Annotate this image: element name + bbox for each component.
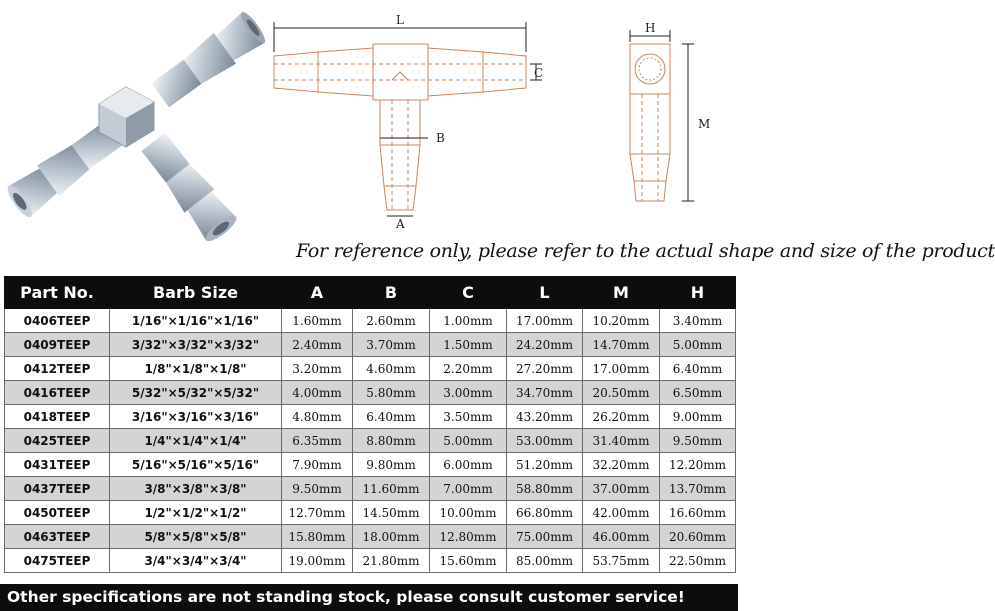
dimension-cell: 17.00mm bbox=[583, 357, 660, 381]
barb-size-cell: 3/4"×3/4"×3/4" bbox=[110, 549, 282, 573]
dimension-cell: 10.20mm bbox=[583, 309, 660, 333]
dimension-cell: 13.70mm bbox=[660, 477, 736, 501]
barb-size-cell: 5/32"×5/32"×5/32" bbox=[110, 381, 282, 405]
dimension-cell: 4.60mm bbox=[353, 357, 430, 381]
dim-label-h: H bbox=[645, 21, 656, 35]
dim-label-b: B bbox=[436, 131, 445, 145]
barb-size-cell: 3/16"×3/16"×3/16" bbox=[110, 405, 282, 429]
dimension-cell: 53.00mm bbox=[507, 429, 583, 453]
barb-size-cell: 1/8"×1/8"×1/8" bbox=[110, 357, 282, 381]
front-view-drawing bbox=[268, 8, 558, 233]
table-header-row bbox=[5, 277, 736, 309]
dimension-cell: 4.80mm bbox=[282, 405, 353, 429]
dimension-cell: 5.80mm bbox=[353, 381, 430, 405]
dimension-cell: 9.50mm bbox=[660, 429, 736, 453]
side-view-drawing bbox=[618, 16, 728, 216]
dimension-cell: 16.60mm bbox=[660, 501, 736, 525]
dimension-cell: 66.80mm bbox=[507, 501, 583, 525]
dimension-cell: 6.00mm bbox=[430, 453, 507, 477]
dimension-cell: 4.00mm bbox=[282, 381, 353, 405]
dimension-cell: 31.40mm bbox=[583, 429, 660, 453]
part-number-cell: 0475TEEP bbox=[5, 549, 110, 573]
table-row bbox=[5, 333, 736, 357]
dimension-cell: 75.00mm bbox=[507, 525, 583, 549]
header-c: C bbox=[430, 277, 507, 309]
dimension-cell: 12.20mm bbox=[660, 453, 736, 477]
dimension-cell: 15.60mm bbox=[430, 549, 507, 573]
spec-table bbox=[4, 276, 736, 573]
part-number-cell: 0418TEEP bbox=[5, 405, 110, 429]
dimension-cell: 1.00mm bbox=[430, 309, 507, 333]
table-row bbox=[5, 381, 736, 405]
dim-label-m: M bbox=[698, 117, 711, 131]
header-barb-size: Barb Size bbox=[110, 277, 282, 309]
dimension-cell: 43.20mm bbox=[507, 405, 583, 429]
dimension-cell: 1.50mm bbox=[430, 333, 507, 357]
dimension-cell: 37.00mm bbox=[583, 477, 660, 501]
tee-fitting-render bbox=[4, 12, 274, 247]
table-row bbox=[5, 309, 736, 333]
dimension-cell: 7.00mm bbox=[430, 477, 507, 501]
reference-note: For reference only, please refer to the actual shape and size of the product bbox=[296, 240, 995, 262]
header-b: B bbox=[353, 277, 430, 309]
dimension-cell: 58.80mm bbox=[507, 477, 583, 501]
dimension-cell: 14.50mm bbox=[353, 501, 430, 525]
header-l: L bbox=[507, 277, 583, 309]
dimension-cell: 3.70mm bbox=[353, 333, 430, 357]
product-illustration-area bbox=[0, 0, 995, 276]
dimension-cell: 26.20mm bbox=[583, 405, 660, 429]
dim-label-a: A bbox=[396, 217, 405, 231]
barb-size-cell: 1/4"×1/4"×1/4" bbox=[110, 429, 282, 453]
dimension-cell: 3.40mm bbox=[660, 309, 736, 333]
dimension-cell: 8.80mm bbox=[353, 429, 430, 453]
part-number-cell: 0425TEEP bbox=[5, 429, 110, 453]
dimension-cell: 51.20mm bbox=[507, 453, 583, 477]
dimension-cell: 12.80mm bbox=[430, 525, 507, 549]
dimension-cell: 42.00mm bbox=[583, 501, 660, 525]
dimension-cell: 85.00mm bbox=[507, 549, 583, 573]
dimension-cell: 10.00mm bbox=[430, 501, 507, 525]
part-number-cell: 0450TEEP bbox=[5, 501, 110, 525]
part-number-cell: 0431TEEP bbox=[5, 453, 110, 477]
barb-size-cell: 5/8"×5/8"×5/8" bbox=[110, 525, 282, 549]
dimension-cell: 15.80mm bbox=[282, 525, 353, 549]
dimension-cell: 53.75mm bbox=[583, 549, 660, 573]
barb-size-cell: 3/32"×3/32"×3/32" bbox=[110, 333, 282, 357]
dimension-cell: 20.60mm bbox=[660, 525, 736, 549]
header-m: M bbox=[583, 277, 660, 309]
part-number-cell: 0406TEEP bbox=[5, 309, 110, 333]
dimension-cell: 3.00mm bbox=[430, 381, 507, 405]
header-h: H bbox=[660, 277, 736, 309]
table-row bbox=[5, 453, 736, 477]
dimension-cell: 9.80mm bbox=[353, 453, 430, 477]
dimension-cell: 6.40mm bbox=[353, 405, 430, 429]
table-row bbox=[5, 549, 736, 573]
dimension-cell: 20.50mm bbox=[583, 381, 660, 405]
table-row bbox=[5, 429, 736, 453]
barb-size-cell: 3/8"×3/8"×3/8" bbox=[110, 477, 282, 501]
dimension-cell: 24.20mm bbox=[507, 333, 583, 357]
dimension-cell: 2.60mm bbox=[353, 309, 430, 333]
dimension-cell: 46.00mm bbox=[583, 525, 660, 549]
dimension-cell: 1.60mm bbox=[282, 309, 353, 333]
dimension-cell: 17.00mm bbox=[507, 309, 583, 333]
dimension-cell: 12.70mm bbox=[282, 501, 353, 525]
header-part-no: Part No. bbox=[5, 277, 110, 309]
dimension-cell: 27.20mm bbox=[507, 357, 583, 381]
footer-notice: Other specifications are not standing stock, please consult customer service! bbox=[0, 584, 738, 611]
dimension-cell: 18.00mm bbox=[353, 525, 430, 549]
table-row bbox=[5, 501, 736, 525]
part-number-cell: 0437TEEP bbox=[5, 477, 110, 501]
dimension-cell: 3.50mm bbox=[430, 405, 507, 429]
dimension-cell: 7.90mm bbox=[282, 453, 353, 477]
dimension-cell: 14.70mm bbox=[583, 333, 660, 357]
header-a: A bbox=[282, 277, 353, 309]
part-number-cell: 0412TEEP bbox=[5, 357, 110, 381]
dimension-cell: 5.00mm bbox=[430, 429, 507, 453]
dimension-cell: 11.60mm bbox=[353, 477, 430, 501]
dimension-cell: 2.20mm bbox=[430, 357, 507, 381]
dimension-cell: 9.50mm bbox=[282, 477, 353, 501]
dimension-cell: 21.80mm bbox=[353, 549, 430, 573]
dimension-cell: 6.35mm bbox=[282, 429, 353, 453]
table-row bbox=[5, 525, 736, 549]
dimension-cell: 34.70mm bbox=[507, 381, 583, 405]
barb-size-cell: 1/16"×1/16"×1/16" bbox=[110, 309, 282, 333]
table-row bbox=[5, 357, 736, 381]
dimension-cell: 22.50mm bbox=[660, 549, 736, 573]
dimension-cell: 5.00mm bbox=[660, 333, 736, 357]
dimension-cell: 9.00mm bbox=[660, 405, 736, 429]
barb-size-cell: 1/2"×1/2"×1/2" bbox=[110, 501, 282, 525]
dimension-cell: 6.50mm bbox=[660, 381, 736, 405]
dimension-cell: 3.20mm bbox=[282, 357, 353, 381]
dimension-cell: 19.00mm bbox=[282, 549, 353, 573]
dimension-cell: 6.40mm bbox=[660, 357, 736, 381]
part-number-cell: 0409TEEP bbox=[5, 333, 110, 357]
table-row bbox=[5, 405, 736, 429]
dim-label-c: C bbox=[534, 66, 544, 80]
part-number-cell: 0463TEEP bbox=[5, 525, 110, 549]
dimension-cell: 2.40mm bbox=[282, 333, 353, 357]
barb-size-cell: 5/16"×5/16"×5/16" bbox=[110, 453, 282, 477]
dimension-cell: 32.20mm bbox=[583, 453, 660, 477]
part-number-cell: 0416TEEP bbox=[5, 381, 110, 405]
dim-label-l: L bbox=[396, 13, 404, 27]
table-row bbox=[5, 477, 736, 501]
